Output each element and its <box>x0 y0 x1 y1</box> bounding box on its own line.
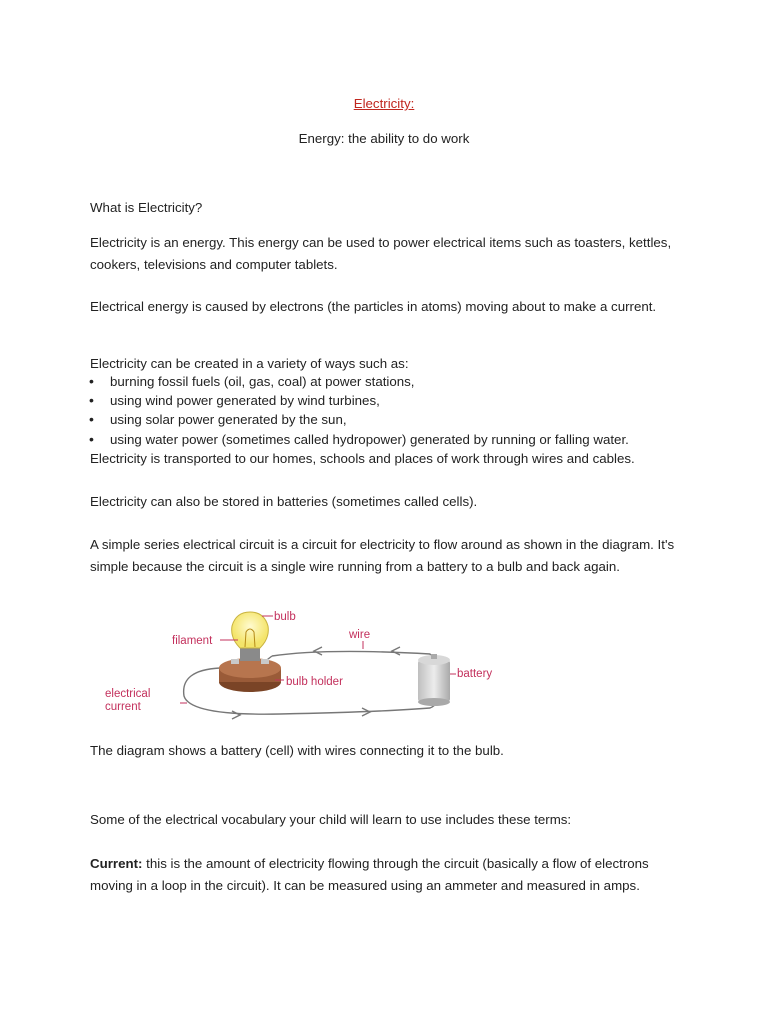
bulb <box>232 612 269 648</box>
current-definition <box>90 853 680 896</box>
energy-sources-list <box>90 372 629 449</box>
paragraph-5: Electricity can also be stored in batteries (sometimes called cells). <box>90 494 478 509</box>
label-current: current <box>105 701 141 713</box>
document-title: Electricity: <box>353 96 415 111</box>
circuit-wire <box>272 651 433 660</box>
current-description: this is the amount of electricity flowing through the circuit (basically a flow of electrons moving in a loop in the circuit). It can be measured using an ammeter and measured in amps. <box>90 856 649 893</box>
circuit-diagram <box>100 604 520 730</box>
paragraph-8: Some of the electrical vocabulary your child will learn to use includes these terms: <box>90 812 572 827</box>
paragraph-7: The diagram shows a battery (cell) with wires connecting it to the bulb. <box>90 743 504 758</box>
document-subtitle: Energy: the ability to do work <box>298 131 470 146</box>
section-heading: What is Electricity? <box>90 200 203 215</box>
label-wire: wire <box>349 629 371 641</box>
current-arrow <box>314 647 322 655</box>
label-battery: battery <box>457 668 493 680</box>
paragraph-2: Electrical energy is caused by electrons (the particles in atoms) moving about to make a current. <box>90 299 657 314</box>
paragraph-6: A simple series electrical circuit is a circuit for electricity to flow around as shown in the diagram. It's simple because the circuit is a single wire running from a battery to a bulb and back again. <box>90 537 675 574</box>
label-electrical: electrical <box>105 688 151 700</box>
paragraph-3: Electricity can be created in a variety of ways such as: <box>90 356 409 371</box>
label-bulb-holder: bulb holder <box>286 676 343 688</box>
label-bulb: bulb <box>274 611 296 623</box>
paragraph-1: Electricity is an energy. This energy can be used to power electrical items such as toasters, kettles, cookers, televisions and computer tablets. <box>90 235 672 272</box>
list-item: • using solar power generated by the sun, <box>90 410 629 429</box>
paragraph-4: Electricity is transported to our homes, schools and places of work through wires and cables. <box>90 451 635 466</box>
label-filament: filament <box>172 635 213 647</box>
list-item: • using wind power generated by wind turbines, <box>90 391 629 410</box>
current-arrow <box>392 647 400 655</box>
current-arrow <box>232 711 240 719</box>
term-current: Current: <box>90 856 143 871</box>
list-item: • burning fossil fuels (oil, gas, coal) at power stations, <box>90 372 629 391</box>
list-item: • using water power (sometimes called hydropower) generated by running or falling water. <box>90 430 629 449</box>
